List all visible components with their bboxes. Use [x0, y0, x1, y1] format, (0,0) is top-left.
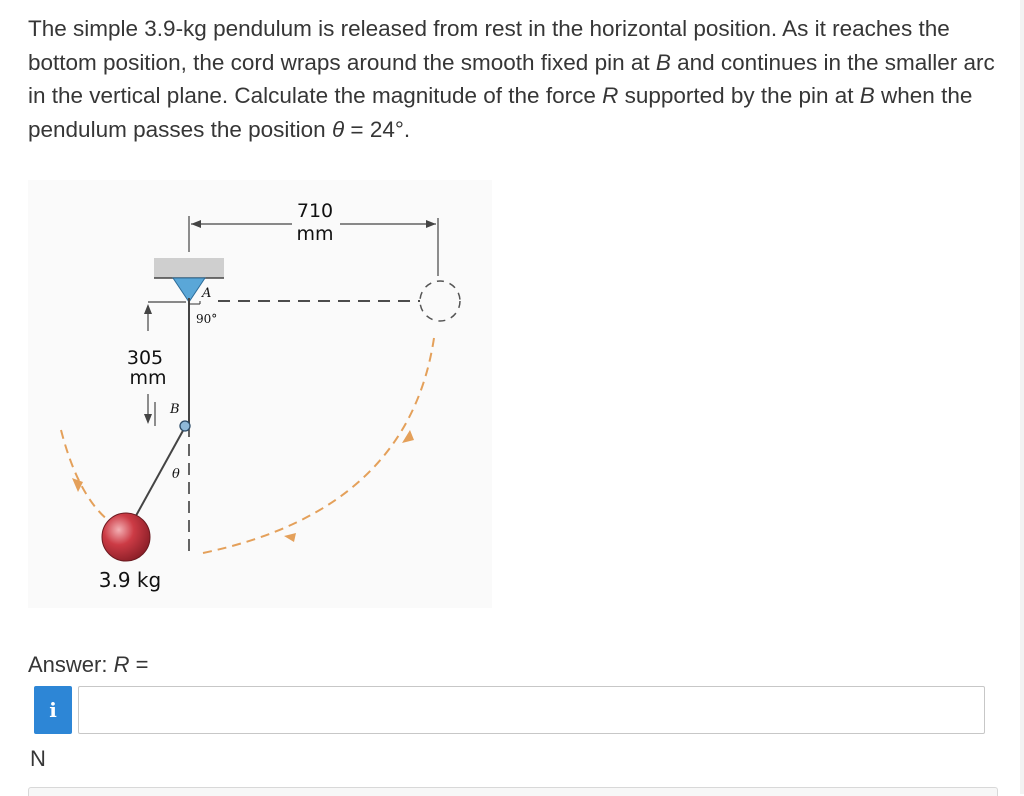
- answer-prefix: Answer:: [28, 652, 114, 677]
- label-b: B: [170, 402, 180, 417]
- question-part: and continues in the smaller arc in the vertical plane. Calculate the magnitude of the force: [28, 49, 995, 108]
- unit-label: N: [30, 746, 46, 771]
- label-a: A: [202, 286, 212, 301]
- info-button[interactable]: [34, 686, 72, 734]
- pendulum-figure: [28, 180, 492, 608]
- info-icon: i: [49, 698, 57, 722]
- dimension-305-value: 305: [126, 347, 164, 369]
- dimension-305-unit: mm: [129, 367, 167, 389]
- dimension-710-value: 710: [296, 200, 334, 222]
- pendulum-bob: [102, 513, 150, 561]
- question-part: The simple 3.9-kg pendulum is released from rest in the horizontal position. As it reaches the bottom position, the cord wraps around the smooth fixed pin at: [28, 16, 950, 75]
- page-edge: [1020, 0, 1024, 794]
- answer-suffix: =: [129, 652, 149, 677]
- label-theta: θ: [172, 467, 180, 482]
- question-part: supported by the pin at: [618, 83, 860, 108]
- answer-label: [28, 652, 148, 678]
- answer-variable: R: [113, 652, 130, 677]
- question-part: when the pendulum passes the position: [28, 83, 973, 142]
- next-section-edge: [28, 787, 998, 796]
- pendulum-diagram: [28, 180, 492, 608]
- question-var-theta: θ: [331, 116, 345, 142]
- mass-label: 3.9 kg: [98, 568, 162, 592]
- figure-background: [28, 180, 492, 608]
- question-part: = 24°.: [344, 116, 411, 142]
- dimension-710-unit: mm: [296, 223, 334, 245]
- pin-b: [180, 421, 190, 431]
- question-var-b: B: [859, 83, 875, 108]
- angle-90-label: 90°: [196, 312, 218, 326]
- question-var-b: B: [655, 49, 671, 75]
- answer-input[interactable]: [78, 686, 985, 734]
- question-text: [28, 12, 1003, 146]
- question-var-r: R: [602, 83, 619, 108]
- ceiling-support: [154, 258, 224, 278]
